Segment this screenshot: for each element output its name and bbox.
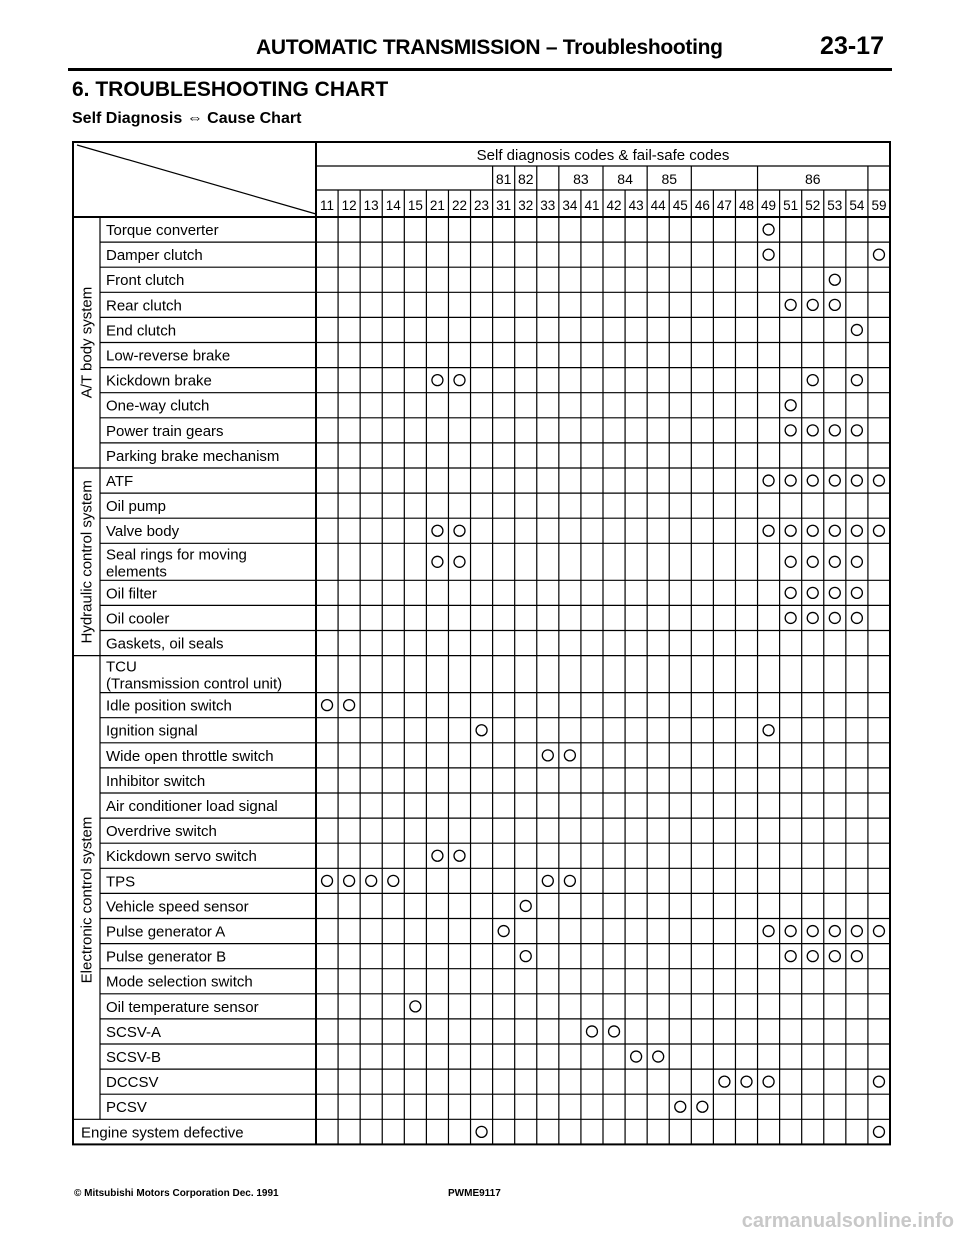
code-label: 43 [628,198,644,213]
row-label: Damper clutch [106,247,203,265]
cause-mark [741,1076,752,1087]
failsafe-code-label: 81 [495,171,512,187]
code-label: 48 [738,198,755,213]
code-label: 42 [606,198,622,213]
cause-mark [586,1026,597,1037]
row-label: TPS [106,873,136,891]
cause-mark [829,274,840,285]
row-label: End clutch [106,322,177,340]
cause-mark [542,875,553,886]
cause-mark [520,900,531,911]
cause-mark [785,299,796,310]
row-label: DCCSV [106,1074,159,1092]
row-label: Kickdown brake [106,372,212,390]
cause-mark [785,475,796,486]
chart-subtitle: Self Diagnosis ⇔ Cause Chart [72,110,302,127]
cause-mark [829,475,840,486]
code-label: 11 [320,198,335,213]
cause-mark [873,249,884,260]
cause-mark [807,475,818,486]
corner-diagonal [77,145,316,214]
cause-mark [520,951,531,962]
cause-mark [807,556,818,567]
page-number: 23-17 [820,32,884,60]
cause-mark [851,425,862,436]
cause-mark [410,1001,421,1012]
cause-mark [851,587,862,598]
row-label: Gaskets, oil seals [106,635,224,653]
cause-mark [873,926,884,937]
cause-mark [763,725,774,736]
code-label: 53 [827,198,843,213]
code-label: 12 [341,198,357,213]
cause-mark [807,587,818,598]
cause-mark [476,725,487,736]
row-label: Rear clutch [106,297,182,315]
cause-mark [785,556,796,567]
cause-mark [851,324,862,335]
cause-mark [785,926,796,937]
code-label: 47 [716,198,732,213]
cause-mark [829,587,840,598]
cause-mark [432,525,443,536]
code-label: 45 [672,198,688,213]
cause-mark [807,951,818,962]
cause-mark [851,375,862,386]
cause-mark [432,375,443,386]
cause-mark [763,926,774,937]
cause-mark [653,1051,664,1062]
cause-mark [454,850,465,861]
row-label: Torque converter [106,222,219,239]
row-label: Parking brake mechanism [106,447,280,465]
row-label: Front clutch [106,272,185,290]
cause-mark [851,926,862,937]
cause-mark [785,525,796,536]
row-label: elements [106,563,167,581]
cause-mark [454,375,465,386]
cause-mark [851,556,862,567]
cause-mark [564,875,575,886]
cause-mark [476,1126,487,1137]
cause-mark [829,525,840,536]
cause-mark [763,525,774,536]
cause-mark [829,951,840,962]
cause-mark [454,556,465,567]
code-label: 51 [783,198,799,213]
cause-mark [344,700,355,711]
cause-mark [829,425,840,436]
code-label: 41 [584,198,600,213]
cause-mark [454,525,465,536]
cause-mark [785,587,796,598]
cause-mark [829,299,840,310]
cause-mark [609,1026,620,1037]
code-label: 23 [474,198,490,213]
cause-mark [631,1051,642,1062]
cause-mark [719,1076,730,1087]
row-label: Mode selection switch [106,973,253,991]
cause-mark [432,850,443,861]
cause-mark [873,1126,884,1137]
cause-mark [785,612,796,623]
cause-mark [829,556,840,567]
cause-mark [807,926,818,937]
row-label: (Transmission control unit) [106,675,283,693]
header-codes-title: Self diagnosis codes & fail-safe codes [476,147,730,164]
row-label: Oil cooler [106,610,170,628]
cause-mark [675,1101,686,1112]
cause-mark [763,249,774,260]
failsafe-code-label: 83 [573,171,589,187]
row-label: Pulse generator B [106,948,227,966]
row-label: Engine system defective [81,1124,244,1142]
cause-mark [432,556,443,567]
row-label: Valve body [106,523,180,541]
row-label: Ignition signal [106,722,198,740]
cause-mark [807,612,818,623]
failsafe-code-label: 82 [517,171,534,187]
code-label: 14 [385,198,401,213]
cause-mark [785,951,796,962]
row-label: Air conditioner load signal [106,798,278,815]
cause-mark [829,612,840,623]
row-label: ATF [106,473,134,490]
row-label: TCU [106,658,137,676]
cause-mark [697,1101,708,1112]
failsafe-code-label: 86 [804,171,821,187]
cause-mark [851,475,862,486]
footer-code: PWME9117 [448,1188,501,1199]
code-label: 52 [805,198,821,213]
code-label: 22 [451,198,468,213]
code-label: 59 [871,198,887,213]
cause-mark [851,951,862,962]
watermark: carmanualsonline.info [741,1210,954,1232]
row-label: PCSV [106,1099,147,1117]
cause-mark [763,475,774,486]
cause-mark [851,612,862,623]
failsafe-code-label: 85 [661,171,678,187]
cause-mark [807,525,818,536]
cause-mark [366,875,377,886]
cause-mark [763,1076,774,1087]
cause-mark [873,525,884,536]
row-label: Oil pump [106,498,167,516]
row-label: Seal rings for moving [106,546,247,564]
row-label: Overdrive switch [106,823,217,841]
cause-mark [807,375,818,386]
cause-mark [785,425,796,436]
row-label: Power train gears [106,422,224,440]
cause-mark [542,750,553,761]
code-label: 44 [650,198,666,213]
cause-mark [851,525,862,536]
row-label: SCSV-A [106,1023,162,1041]
section-title: 6. TROUBLESHOOTING CHART [72,78,389,101]
code-label: 15 [407,198,423,213]
cause-mark [807,425,818,436]
cause-mark [564,750,575,761]
code-label: 31 [496,198,512,213]
failsafe-code-label: 84 [617,171,633,187]
row-label: Pulse generator A [106,923,226,941]
row-label: Vehicle speed sensor [106,898,249,916]
system-label: Electronic control system [78,816,96,984]
cause-mark [763,224,774,235]
cause-mark [322,875,333,886]
code-label: 32 [518,198,534,213]
cause-mark [498,926,509,937]
cause-mark [785,400,796,411]
footer-copyright: © Mitsubishi Motors Corporation Dec. 1991 [74,1188,279,1199]
row-label: Kickdown servo switch [106,848,257,866]
code-label: 13 [363,198,379,213]
cause-mark [322,700,333,711]
row-label: Wide open throttle switch [106,747,274,765]
cause-mark [873,1076,884,1087]
row-label: Oil temperature sensor [106,998,259,1016]
code-label: 54 [849,198,865,213]
header-title: AUTOMATIC TRANSMISSION – Troubleshooting [256,36,723,59]
row-label: SCSV-B [106,1049,162,1066]
system-label: A/T body system [78,286,96,399]
cause-mark [829,926,840,937]
code-label: 21 [429,198,445,213]
cause-mark [873,475,884,486]
row-label: Idle position switch [106,697,232,715]
row-label: Low-reverse brake [106,347,231,365]
code-label: 34 [562,198,578,213]
row-label: One-way clutch [106,397,210,415]
code-label: 49 [761,198,777,213]
row-label: Inhibitor switch [106,772,206,790]
system-label: Hydraulic control system [78,480,96,644]
cause-mark [807,299,818,310]
code-label: 33 [540,198,556,213]
code-label: 46 [694,198,710,213]
cause-mark [344,875,355,886]
row-label: Oil filter [106,585,157,603]
cause-mark [388,875,399,886]
